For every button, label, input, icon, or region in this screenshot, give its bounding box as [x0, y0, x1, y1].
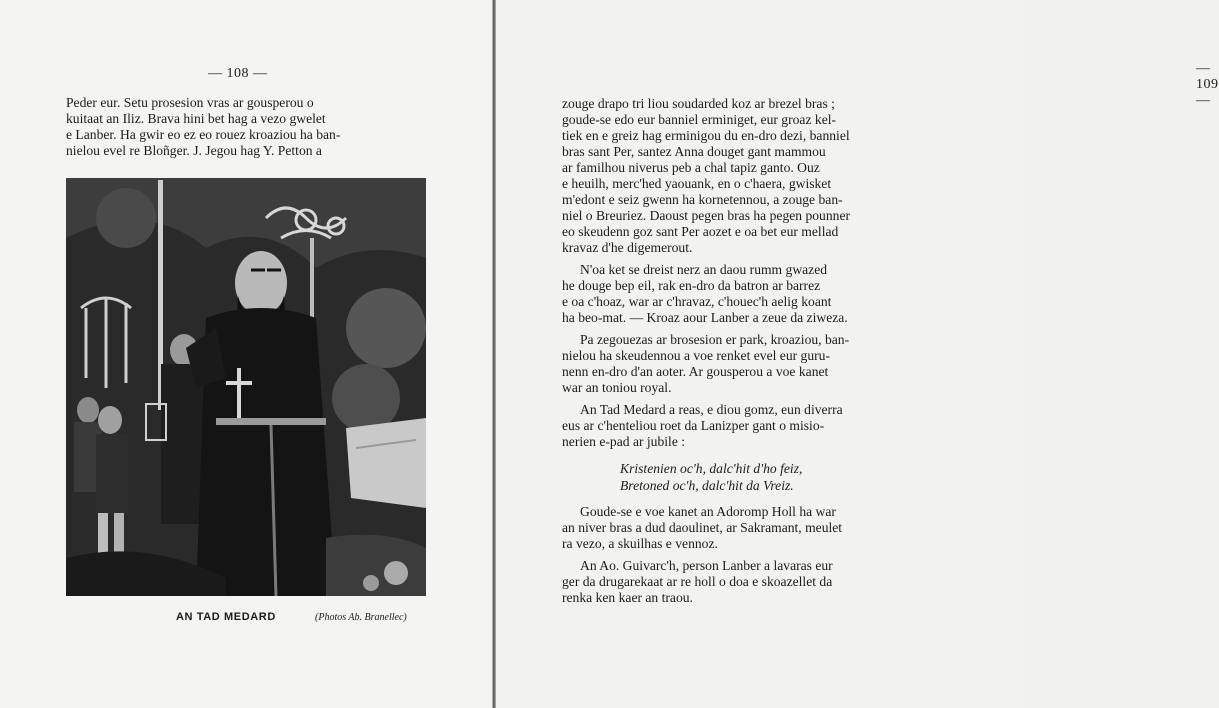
left-page-text: [66, 95, 424, 159]
text-line: e oa c'hoaz, war ar c'hravaz, c'houec'h aelig koant: [562, 294, 832, 309]
page-number-right: — 109 —: [1196, 61, 1219, 108]
text-line: nielou ha skeudennou a voe renket evel eur guru-: [562, 348, 830, 363]
text-line: kuitaat an Iliz. Brava hini bet hag a vezo gwelet: [66, 111, 326, 126]
text-line: bras sant Per, santez Anna douget gant mammou: [562, 144, 826, 159]
text-line: an niver bras a dud daoulinet, ar Sakramant, meulet: [562, 520, 843, 535]
text-line: Goude-se e voe kanet an Adoromp Holl ha war: [580, 504, 836, 519]
text-line: ar familhou niverus peb a chal tapiz ganto. Ouz: [562, 160, 820, 175]
paragraph: [562, 96, 916, 256]
text-line: eus ar c'henteliou roet da Lanizper gant o misio-: [562, 418, 825, 433]
photo-caption: AN TAD MEDARD: [176, 611, 276, 623]
text-line: goude-se edo eur banniel erminiget, eur groaz kel-: [562, 112, 837, 127]
text-line: e Lanber. Ha gwir eo ez eo rouez kroaziou ha ban-: [66, 127, 341, 142]
text-line: war an toniou royal.: [562, 380, 672, 395]
photo-credit: (Photos Ab. Branellec): [315, 612, 407, 623]
left-page: [0, 0, 494, 708]
text-line: tiek en e greiz hag erminigou du en-dro dezi, banniel: [562, 128, 850, 143]
paragraph: [562, 558, 916, 606]
text-line: nielou evel re Bloñger. J. Jegou hag Y. Petton a: [66, 143, 322, 158]
paragraph: [562, 504, 916, 552]
text-line: e heuilh, merc'hed yaouank, en o c'haera, gwisket: [562, 176, 832, 191]
text-line: niel o Breuriez. Daoust pegen bras ha pegen pounner: [562, 208, 851, 223]
paragraph: [562, 332, 916, 396]
text-line: An Ao. Guivarc'h, person Lanber a lavaras eur: [580, 558, 833, 573]
text-line: zouge drapo tri liou soudarded koz ar brezel bras ;: [562, 96, 835, 111]
text-line: ger da drugarekaat ar re holl o doa e skoazellet da: [562, 574, 833, 589]
text-line: renka ken kaer an traou.: [562, 590, 693, 605]
text-line: ra vezo, a skuilhas e vennoz.: [562, 536, 718, 551]
text-line: N'oa ket se dreist nerz an daou rumm gwazed: [580, 262, 828, 277]
paragraph: [562, 262, 916, 326]
text-line: Peder eur. Setu prosesion vras ar gousperou o: [66, 95, 314, 110]
verse-block: [620, 460, 916, 494]
text-line: nenn en-dro d'an aoter. Ar gousperou a voe kanet: [562, 364, 829, 379]
text-line: Pa zegouezas ar brosesion er park, kroaziou, ban-: [580, 332, 850, 347]
text-line: he douge bep eil, rak en-dro da batron ar barrez: [562, 278, 821, 293]
text-line: ha beo-mat. — Kroaz aour Lanber a zeue da ziweza.: [562, 310, 848, 325]
text-line: nerien e-pad ar jubile :: [562, 434, 686, 449]
text-line: An Tad Medard a reas, e diou gomz, eun diverra: [580, 402, 843, 417]
text-line: eo skeudenn goz sant Per aozet e oa bet eur mellad: [562, 224, 839, 239]
page-number-left: — 108 —: [208, 66, 268, 81]
photograph-father-medard: [66, 178, 426, 596]
photo-illustration: [66, 178, 426, 596]
verse-line: Kristenien oc'h, dalc'hit d'ho feiz,: [620, 461, 803, 476]
right-page-text: [562, 96, 916, 606]
text-line: m'edont e seiz gwenn ha kornetennou, a zouge ban-: [562, 192, 843, 207]
paragraph: [562, 402, 916, 450]
verse-line: Bretoned oc'h, dalc'hit da Vreiz.: [620, 478, 794, 493]
text-line: kravaz d'he digemerout.: [562, 240, 693, 255]
